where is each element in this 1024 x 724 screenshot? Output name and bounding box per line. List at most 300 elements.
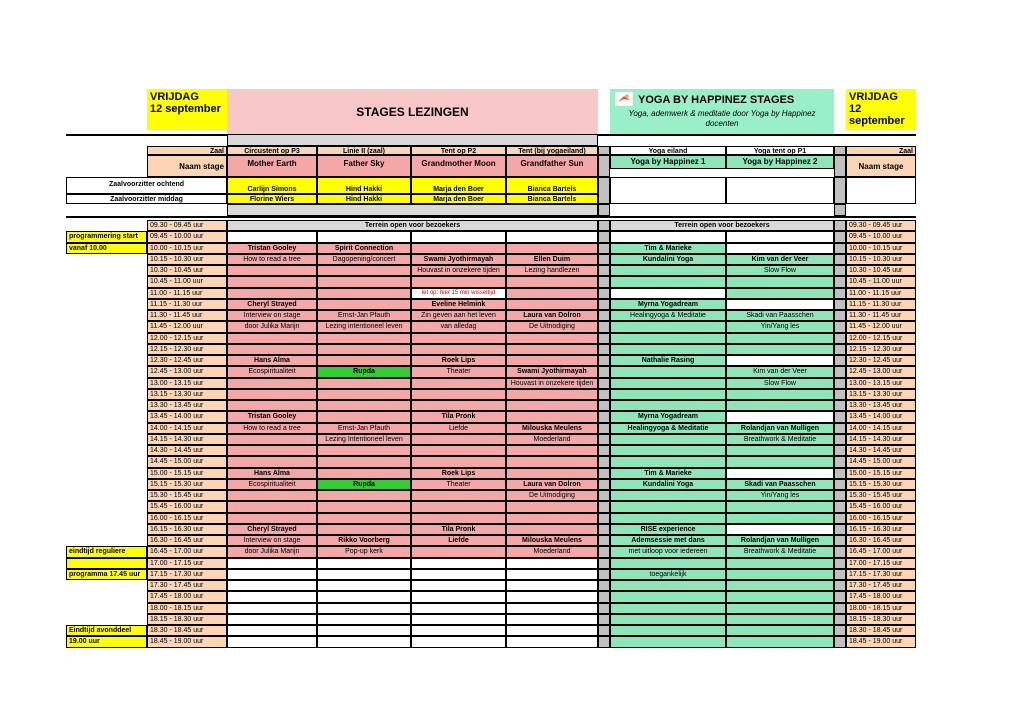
schedule-cell [227,625,317,636]
schedule-cell [726,445,834,456]
time-cell: 10.15 - 10.30 uur [147,254,227,265]
schedule-cell [227,434,317,445]
time-cell-right: 16.45 - 17.00 uur [846,546,916,558]
zaalvoorzitter-ochtend-label: Zaalvoorzitter ochtend [66,177,227,194]
divider-cell [834,468,846,479]
schedule-cell [726,614,834,625]
day-header-left [147,89,227,130]
schedule-cell: Ellen Duim [506,254,598,265]
schedule-cell [227,378,317,389]
divider-cell [834,434,846,445]
schedule-cell [411,378,506,389]
note-cell [66,400,147,411]
note-cell [66,468,147,479]
schedule-cell [610,265,726,276]
zaalvoorzitter-ochtend: Carlijn Simons [227,177,317,194]
time-cell: 16.30 - 16.45 uur [147,535,227,546]
schedule-cell: Theater [411,366,506,378]
divider-cell [834,355,846,366]
note-cell [66,490,147,501]
schedule-cell: Ernst-Jan Pfauth [317,423,411,434]
schedule-cell [506,558,598,569]
schedule-cell [610,501,726,513]
schedule-cell: Kim van der Veer [726,366,834,378]
time-cell-right: 11.15 - 11.30 uur [846,299,916,310]
stages-title: STAGES LEZINGEN [356,104,469,119]
time-cell-right: 17.45 - 18.00 uur [846,591,916,603]
schedule-cell: Breathwork & Meditatie [726,434,834,445]
schedule-cell: Zin geven aan het leven [411,310,506,321]
schedule-cell: Theater [411,479,506,490]
yoga-subtitle-2: docenten [705,119,739,128]
divider-cell [598,434,610,445]
note-cell: eindtijd reguliere [66,546,147,558]
schedule-cell [726,344,834,355]
note-cell: 19.00 uur [66,636,147,648]
note-cell [66,288,147,299]
schedule-cell: Breathwork & Meditatie [726,546,834,558]
schedule-cell [610,513,726,524]
divider-cell [834,321,846,333]
schedule-cell: Skadi van Paasschen [726,310,834,321]
schedule-cell: Milouska Meulens [506,423,598,434]
schedule-cell [610,625,726,636]
divider-cell [834,501,846,513]
day-header-right [846,89,916,130]
schedule-cell [227,288,317,299]
divider-cell [598,389,610,400]
divider-cell [834,411,846,423]
divider-cell [598,220,610,231]
schedule-cell [317,501,411,513]
time-cell: 13.30 - 13.45 uur [147,400,227,411]
schedule-cell: Lezing Intentioneel leven [317,434,411,445]
schedule-cell: Rikko Voorberg [317,535,411,546]
schedule-cell [317,299,411,310]
schedule-cell [506,591,598,603]
divider-cell [598,177,610,204]
day-label-left: VRIJDAG [150,91,199,103]
stage-zaal: Circustent op P3 [227,146,317,155]
schedule-cell: Myrna Yogadream [610,299,726,310]
time-cell-right: 13.15 - 13.30 uur [846,389,916,400]
schedule-cell: Moederland [506,546,598,558]
schedule-cell [411,580,506,591]
divider-cell [598,344,610,355]
note-cell [66,513,147,524]
schedule-cell: toegankelijk [610,569,726,580]
yoga-header [610,89,834,134]
schedule-cell [506,344,598,355]
divider-cell [834,310,846,321]
time-cell-right: 10.45 - 11.00 uur [846,276,916,288]
time-cell-right: 13.30 - 13.45 uur [846,400,916,411]
note-cell [66,591,147,603]
divider-cell [598,535,610,546]
time-cell: 10.00 - 10.15 uur [147,243,227,254]
note-cell [66,366,147,378]
schedule-cell: Tim & Marieke [610,468,726,479]
time-cell-right: 17.30 - 17.45 uur [846,580,916,591]
divider-cell [598,321,610,333]
schedule-cell [411,614,506,625]
time-cell: 11.15 - 11.30 uur [147,299,227,310]
schedule-cell [506,569,598,580]
schedule-cell [726,591,834,603]
yoga-zaal: Yoga tent op P1 [726,146,834,155]
time-cell: 14.30 - 14.45 uur [147,445,227,456]
schedule-cell [317,389,411,400]
schedule-cell [726,299,834,310]
time-cell: 16.15 - 16.30 uur [147,524,227,535]
note-cell [66,524,147,535]
schedule-cell: Laura van Dolron [506,310,598,321]
divider-cell [834,265,846,276]
schedule-cell: Tila Pronk [411,524,506,535]
divider-cell [598,591,610,603]
note-cell [66,479,147,490]
time-cell: 18.45 - 19.00 uur [147,636,227,648]
schedule-cell: Houvast in onzekere tijden [506,378,598,389]
divider-cell [834,546,846,558]
note-cell [66,603,147,614]
schedule-cell: Rupda [317,479,411,490]
divider-cell [834,524,846,535]
time-cell-right: 14.00 - 14.15 uur [846,423,916,434]
divider-cell [834,513,846,524]
time-cell: 13.45 - 14.00 uur [147,411,227,423]
schedule-cell: Eveline Helmink [411,299,506,310]
schedule-cell [227,580,317,591]
schedule-cell [610,456,726,468]
schedule-cell: Kundalini Yoga [610,479,726,490]
note-cell [66,535,147,546]
schedule-cell [610,490,726,501]
time-cell-right: 16.30 - 16.45 uur [846,535,916,546]
schedule-cell [506,456,598,468]
empty-cell [726,177,834,204]
schedule-cell [411,558,506,569]
schedule-cell [227,591,317,603]
schedule-cell [411,636,506,648]
stage-name: Mother Earth [227,155,317,177]
schedule-cell [610,321,726,333]
note-cell [66,254,147,265]
time-cell-right: 12.45 - 13.00 uur [846,366,916,378]
yoga-zaal: Yoga eiland [610,146,726,155]
schedule-cell: Slow Flow [726,378,834,389]
schedule-cell [227,490,317,501]
divider-cell [598,243,610,254]
stage-zaal: Linie II (zaal) [317,146,411,155]
day-label-right: VRIJDAG [849,91,898,103]
time-cell: 11.00 - 11.15 uur [147,288,227,299]
divider-cell [598,468,610,479]
schedule-cell [317,636,411,648]
schedule-cell [610,400,726,411]
schedule-cell: Healingyoga & Meditatie [610,310,726,321]
divider-cell [598,355,610,366]
time-cell-right: 11.00 - 11.15 uur [846,288,916,299]
schedule-cell [726,569,834,580]
schedule-cell: van alledag [411,321,506,333]
schedule-cell: Ernst-Jan Pfauth [317,310,411,321]
schedule-cell [317,333,411,344]
schedule-cell [506,468,598,479]
divider-cell [834,243,846,254]
time-cell: 12.15 - 12.30 uur [147,344,227,355]
time-cell-right: 17.15 - 17.30 uur [846,569,916,580]
schedule-cell [610,603,726,614]
schedule-cell: Roek Lips [411,355,506,366]
schedule-cell: Rolandjan van Mulligen [726,535,834,546]
schedule-cell: Roek Lips [411,468,506,479]
divider-cell [598,265,610,276]
time-cell: 17.00 - 17.15 uur [147,558,227,569]
schedule-cell [411,400,506,411]
time-cell: 14.00 - 14.15 uur [147,423,227,434]
schedule-cell: Yin/Yang les [726,321,834,333]
note-cell [66,220,147,231]
schedule-cell: De Uitnodiging [506,321,598,333]
divider-cell [598,423,610,434]
spacer [66,146,147,155]
schedule-cell [726,333,834,344]
time-cell-right: 10.15 - 10.30 uur [846,254,916,265]
note-cell [66,501,147,513]
divider-cell [834,276,846,288]
empty-cell [610,231,726,243]
schedule-cell [227,400,317,411]
schedule-cell [726,276,834,288]
schedule-cell [610,366,726,378]
divider-cell [598,155,610,177]
time-cell-right: 18.15 - 18.30 uur [846,614,916,625]
schedule-cell [506,603,598,614]
divider-cell [598,490,610,501]
time-cell-right: 12.15 - 12.30 uur [846,344,916,355]
schedule-cell [411,456,506,468]
time-cell: 10.45 - 11.00 uur [147,276,227,288]
zaalvoorzitter-ochtend: Hind Hakki [317,177,411,194]
time-cell-right: 16.15 - 16.30 uur [846,524,916,535]
schedule-cell [726,468,834,479]
divider-cell [598,254,610,265]
schedule-cell: Rolandjan van Mulligen [726,423,834,434]
schedule-cell: Laura van Dolron [506,479,598,490]
time-cell: 18.15 - 18.30 uur [147,614,227,625]
zaalvoorzitter-middag: Marja den Boer [411,194,506,204]
schedule-cell: Lezing intentioneel leven [317,321,411,333]
divider-cell [598,333,610,344]
schedule-cell [506,276,598,288]
time-cell: 12.45 - 13.00 uur [147,366,227,378]
grey-band [227,134,598,146]
schedule-cell [726,389,834,400]
date-label-right: 12 september [849,103,905,127]
schedule-cell [317,468,411,479]
note-cell [66,310,147,321]
divider-cell [598,400,610,411]
yoga-subtitle-1: Yoga, ademwerk & meditatie door Yoga by Happinez [628,109,816,118]
schedule-cell [411,513,506,524]
schedule-cell: RISE experience [610,524,726,535]
time-cell-right: 09.30 - 09.45 uur [846,220,916,231]
note-cell [66,378,147,389]
time-cell: 16.00 - 16.15 uur [147,513,227,524]
divider-cell [598,625,610,636]
schedule-cell [317,558,411,569]
time-cell: 12.30 - 12.45 uur [147,355,227,366]
divider-cell [834,204,846,216]
schedule-cell [726,580,834,591]
schedule-cell [610,288,726,299]
schedule-cell [726,625,834,636]
schedule-cell [506,299,598,310]
schedule-cell: Skadi van Paasschen [726,479,834,490]
time-cell: 09.45 - 10.00 uur [147,231,227,243]
time-cell-right: 15.45 - 16.00 uur [846,501,916,513]
divider-cell [598,569,610,580]
divider-cell [598,276,610,288]
schedule-cell [610,378,726,389]
divider-cell [834,490,846,501]
schedule-cell [317,276,411,288]
schedule-cell [506,636,598,648]
note-cell [66,423,147,434]
schedule-cell: Hans Alma [227,468,317,479]
schedule-cell: Nathalie Rasing [610,355,726,366]
time-cell-right: 14.15 - 14.30 uur [846,434,916,445]
divider-cell [598,366,610,378]
schedule-cell: Tristan Gooley [227,243,317,254]
divider-cell [834,254,846,265]
schedule-cell: let op: hier 15 min wisseltijd [411,288,506,299]
divider-cell [834,400,846,411]
divider-cell [598,299,610,310]
zaal-label: Zaal [147,146,227,155]
time-cell-right: 10.30 - 10.45 uur [846,265,916,276]
divider-cell [598,479,610,490]
schedule-cell [411,546,506,558]
zaalvoorzitter-middag-label: Zaalvoorzitter middag [66,194,227,204]
time-cell: 15.45 - 16.00 uur [147,501,227,513]
schedule-cell [411,389,506,400]
time-cell: 17.45 - 18.00 uur [147,591,227,603]
schedule-cell [317,524,411,535]
yoga-title: YOGA BY HAPPINEZ STAGES [638,94,795,106]
time-cell: 18.00 - 18.15 uur [147,603,227,614]
time-cell: 14.15 - 14.30 uur [147,434,227,445]
schedule-cell [506,243,598,254]
schedule-cell [227,558,317,569]
schedule-cell: Interview on stage [227,535,317,546]
grey-band [227,204,598,216]
schedule-cell [506,614,598,625]
schedule-cell [411,434,506,445]
note-cell: Eindtijd avonddeel [66,625,147,636]
zaal-label-right: Zaal [846,146,916,155]
naam-stage-label: Naam stage [147,155,227,177]
schedule-cell [506,333,598,344]
divider-cell [598,378,610,389]
schedule-cell: How to read a tree [227,423,317,434]
schedule-cell: Slow Flow [726,265,834,276]
time-cell-right: 12.00 - 12.15 uur [846,333,916,344]
time-cell-right: 18.00 - 18.15 uur [846,603,916,614]
schedule-cell [506,513,598,524]
schedule-cell [610,344,726,355]
time-cell: 17.15 - 17.30 uur [147,569,227,580]
schedule-cell [506,411,598,423]
schedule-cell [411,625,506,636]
stage-name: Grandmother Moon [411,155,506,177]
divider-cell [834,155,846,177]
note-cell [66,344,147,355]
schedule-cell [726,288,834,299]
schedule-cell [506,355,598,366]
divider-cell [598,445,610,456]
schedule-cell [227,603,317,614]
schedule-cell [317,490,411,501]
stage-name: Father Sky [317,155,411,177]
time-cell-right: 15.00 - 15.15 uur [846,468,916,479]
time-cell: 13.15 - 13.30 uur [147,389,227,400]
time-cell: 15.15 - 15.30 uur [147,479,227,490]
divider-cell [834,535,846,546]
stage-name: Grandfather Sun [506,155,598,177]
divider-cell [834,569,846,580]
schedule-cell [227,456,317,468]
time-cell-right: 14.45 - 15.00 uur [846,456,916,468]
divider-cell [834,580,846,591]
schedule-cell: met uitloop voor iedereen [610,546,726,558]
time-cell: 17.30 - 17.45 uur [147,580,227,591]
naam-stage-label-right: Naam stage [846,155,916,177]
note-cell: programmering start [66,231,147,243]
time-cell-right: 15.30 - 15.45 uur [846,490,916,501]
time-cell: 18.30 - 18.45 uur [147,625,227,636]
note-cell: programma 17.45 uur [66,569,147,580]
time-cell-right: 13.45 - 14.00 uur [846,411,916,423]
empty-cell [846,177,916,204]
schedule-cell [506,580,598,591]
schedule-cell [227,614,317,625]
note-cell [66,445,147,456]
time-cell: 09.30 - 09.45 uur [147,220,227,231]
schedule-cell: Tila Pronk [411,411,506,423]
schedule-cell: Dagopening/concert [317,254,411,265]
divider-cell [834,636,846,648]
empty-cell [227,231,317,243]
divider-cell [834,177,846,204]
terrein-open-yoga: Terrein open voor bezoekers [610,220,834,231]
schedule-cell [610,591,726,603]
schedule-cell: Ademsessie met dans [610,535,726,546]
zaalvoorzitter-middag: Bianca Bartels [506,194,598,204]
schedule-cell: Rupda [317,366,411,378]
note-cell [66,265,147,276]
schedule-cell: Tim & Marieke [610,243,726,254]
schedule-cell [726,501,834,513]
schedule-cell [317,603,411,614]
note-cell [66,558,147,569]
zaalvoorzitter-ochtend: Bianca Bartels [506,177,598,194]
time-cell: 10.30 - 10.45 uur [147,265,227,276]
schedule-cell [610,276,726,288]
divider-cell [834,614,846,625]
stages-lezingen-header [227,89,598,134]
